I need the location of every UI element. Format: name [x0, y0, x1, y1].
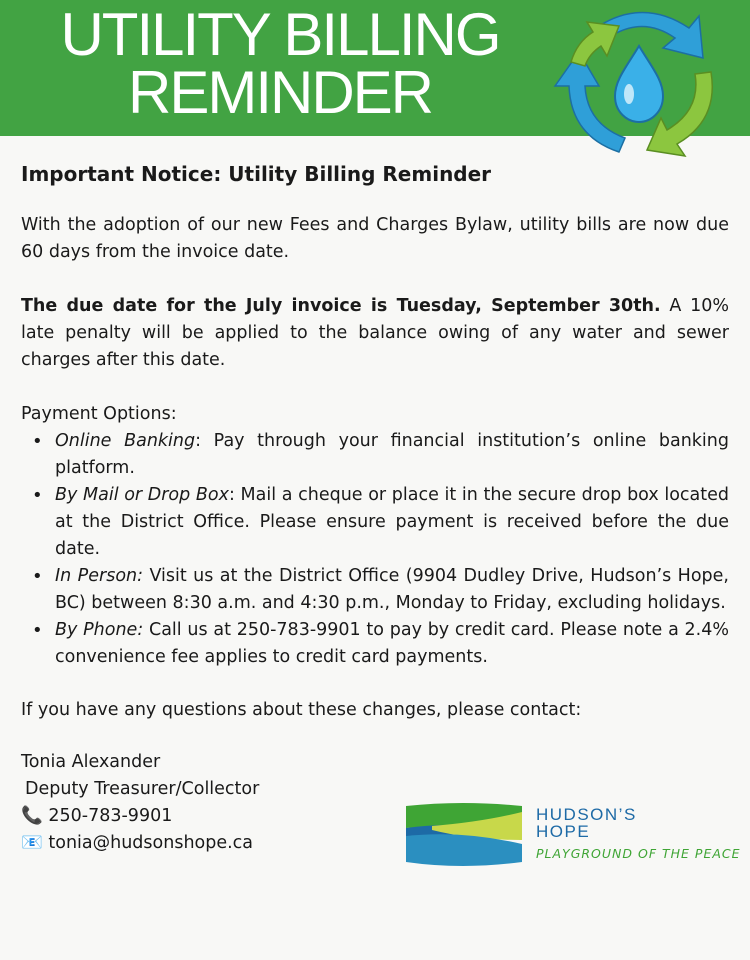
option-label: In Person: — [55, 566, 144, 586]
option-label: Online Banking — [55, 431, 196, 451]
list-item: • By Mail or Drop Box: Mail a cheque or place it in the secure drop box located at the District Office. Please ensure payment is received before the due date. — [55, 482, 729, 563]
payment-options-list — [21, 428, 729, 671]
option-text: Pay through your financial institution’s online banking platform. — [55, 431, 729, 478]
contact-name: Tonia Alexander — [21, 752, 161, 772]
logo-name — [536, 806, 637, 840]
due-date-statement: The due date for the July invoice is Tuesday, September 30th. — [21, 296, 661, 316]
email-icon: 📧 — [21, 833, 43, 853]
option-label: By Mail or Drop Box — [55, 485, 229, 505]
contact-email[interactable]: tonia@hudsonshope.ca — [48, 833, 254, 853]
notice-content — [21, 160, 729, 857]
phone-icon: 📞 — [21, 806, 43, 826]
logo-tagline: PLAYGROUND OF THE PEACE — [536, 846, 741, 861]
option-text: Visit us at the District Office (9904 Dudley Drive, Hudson’s Hope, BC) between 8:30 a.m. and 4:30 p.m., Monday to Friday, excluding holidays. — [55, 566, 729, 613]
logo-name-line-2: HOPE — [536, 822, 591, 841]
due-date-paragraph — [21, 293, 729, 374]
option-text: Call us at 250-783-9901 to pay by credit card. Please note a 2.4% convenience fee applies to credit card payments. — [55, 620, 730, 667]
intro-paragraph: With the adoption of our new Fees and Charges Bylaw, utility bills are now due 60 days from the invoice date. — [21, 215, 729, 262]
list-item — [55, 563, 729, 617]
recycle-water-drop-icon — [553, 2, 729, 158]
banner-title-line-2: REMINDER — [127, 59, 432, 126]
logo-name-line-1: HUDSON’S — [536, 805, 637, 824]
option-text: Mail a cheque or place it in the secure drop box located at the District Office. Please ensure payment is received before the due date. — [55, 485, 729, 559]
late-penalty-text: A 10% late penalty will be applied to the balance owing of any water and sewer charges after this date. — [21, 296, 729, 370]
banner-title — [30, 1, 530, 126]
option-label: By Phone: — [55, 620, 144, 640]
questions-paragraph: If you have any questions about these changes, please contact: — [21, 700, 582, 720]
payment-options-heading: Payment Options: — [21, 404, 177, 424]
notice-title: Important Notice: Utility Billing Reminder — [21, 162, 492, 186]
contact-phone[interactable]: 250-783-9901 — [48, 806, 173, 826]
list-item: • Online Banking: Pay through your financial institution’s online banking platform. — [55, 428, 729, 482]
list-item — [55, 617, 729, 671]
contact-role: Deputy Treasurer/Collector — [25, 779, 260, 799]
banner-title-line-1: UTILITY BILLING — [60, 1, 500, 68]
